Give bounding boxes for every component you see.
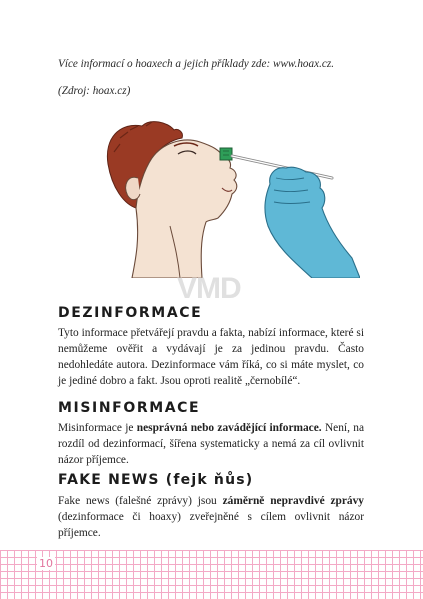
heading-fake-news: FAKE NEWS (fejk ňůs) — [58, 472, 254, 488]
source-text: (Zdroj: hoax.cz) — [58, 85, 131, 97]
misinformace-bold: nesprávná nebo zavádějící informace. — [136, 422, 322, 434]
fake-news-text-end: (dezinformace či hoaxy) zveřejněné s cílem ovlivnit názor příjemce. — [58, 511, 364, 539]
more-info-text: Více informací o hoaxech a jejich příklady zde: www.hoax.cz. — [58, 58, 334, 70]
page-number: 10 — [39, 557, 53, 570]
person-nasal-swab-illustration — [90, 108, 360, 278]
misinformace-text-end: Není, na rozdíl od dezinformací, šířena systematicky a nemá za cíl ovlivnit názor příjemce. — [58, 422, 365, 466]
paragraph-fake-news — [58, 493, 364, 541]
paragraph-dezinformace: Tyto informace přetvářejí pravdu a fakta, nabízí informace, které si nemůžeme ověřit a vydávají je za jedinou pravdu. Často nedohledáte autora. Dezinformace vám říká, co si máte myslet, co je jediné dobro a fakt. Jsou oproti realitě „černobílé“. — [58, 327, 364, 387]
publisher-watermark: VMD — [177, 272, 241, 305]
pink-grid-footer — [0, 550, 423, 599]
fake-news-bold: záměrně nepravdivé zprávy — [222, 495, 364, 507]
heading-dezinformace: DEZINFORMACE — [58, 305, 203, 321]
heading-misinformace: MISINFORMACE — [58, 400, 201, 416]
fake-news-text-start: Fake news (falešné zprávy) jsou — [58, 495, 223, 507]
paragraph-misinformace — [58, 420, 364, 468]
misinformace-text-start: Misinformace je — [58, 422, 137, 434]
